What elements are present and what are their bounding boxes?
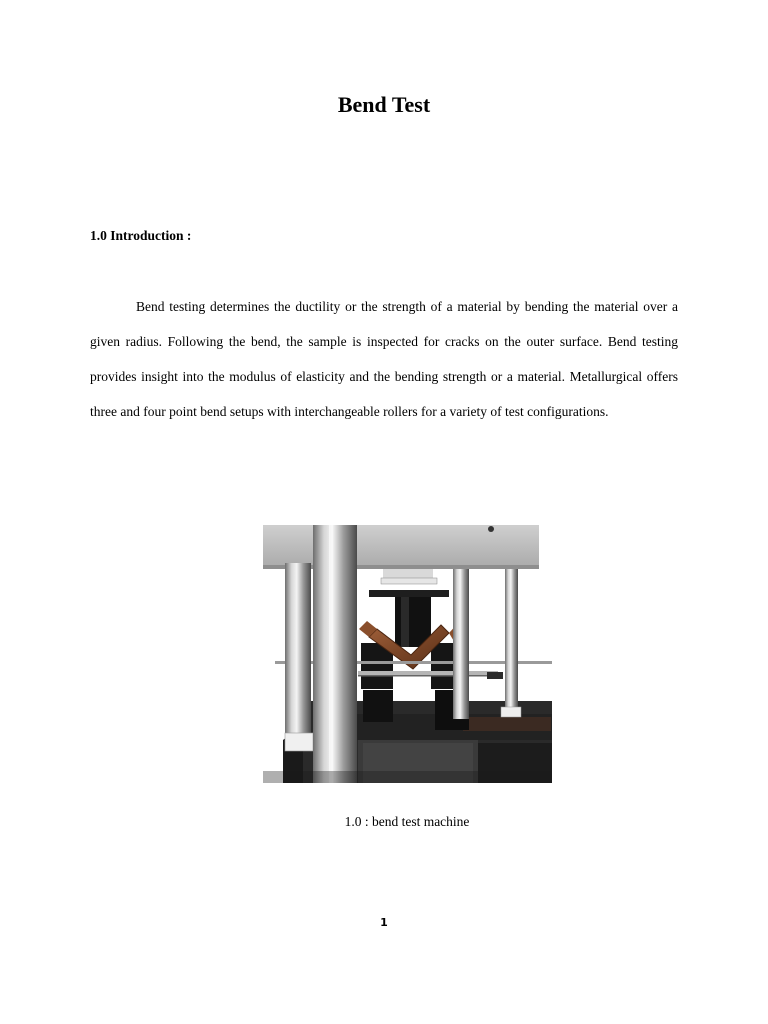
figure-caption: 1.0 : bend test machine xyxy=(344,814,470,829)
page-title: Bend Test xyxy=(337,92,431,117)
bend-test-machine-image xyxy=(263,525,552,783)
section-heading: 1.0 Introduction : xyxy=(90,228,192,243)
page-number: 1 xyxy=(380,916,388,929)
intro-paragraph: Bend testing determines the ductility or the strength of a material by bending the material over a given radius. Following the bend, the sample is inspected for cracks on the outer surface. Bend testing provides insight into the modulus of elasticity and the bending strength or a material. Metallurgical offers three and four point bend setups with interchangeable rollers for a variety of test configurations. xyxy=(90,299,678,419)
